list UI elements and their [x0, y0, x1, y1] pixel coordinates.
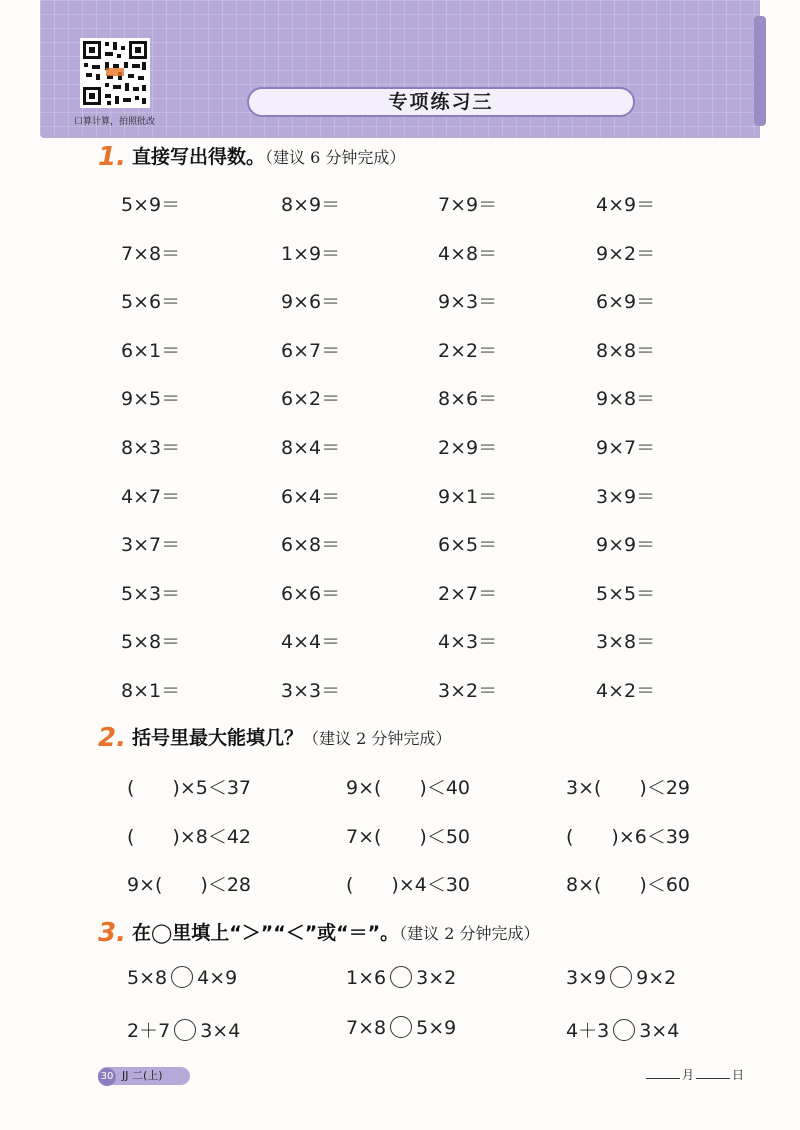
- day-label: 日: [732, 1068, 745, 1082]
- problem-cell[interactable]: 4×9＝: [596, 194, 656, 216]
- page-number: 30: [98, 1068, 116, 1086]
- problem-cell[interactable]: 6×9＝: [596, 291, 656, 313]
- compare-problem: [346, 966, 456, 989]
- section-1-heading: [98, 142, 405, 172]
- bracket-problem[interactable]: ( )×4＜30: [346, 874, 471, 896]
- page-title: 专项练习三: [247, 87, 635, 117]
- date-field: [644, 1066, 744, 1083]
- problem-cell[interactable]: 8×9＝: [281, 194, 341, 216]
- problem-cell[interactable]: 9×7＝: [596, 437, 656, 459]
- problem-cell[interactable]: 6×7＝: [281, 340, 341, 362]
- problem-cell[interactable]: 8×3＝: [121, 437, 181, 459]
- problem-cell[interactable]: 7×8＝: [121, 243, 181, 265]
- compare-circle[interactable]: [613, 1019, 635, 1041]
- qr-caption: 口算计算，拍照批改: [74, 117, 156, 127]
- problem-cell[interactable]: 6×5＝: [438, 534, 498, 556]
- problem-cell[interactable]: 9×3＝: [438, 291, 498, 313]
- section-1-note: （建议 6 分钟完成）: [264, 148, 406, 167]
- bracket-problem[interactable]: ( )×6＜39: [566, 826, 691, 848]
- compare-left: 5×8: [127, 967, 168, 989]
- section-2-heading: [98, 723, 451, 753]
- problem-cell[interactable]: 2×7＝: [438, 583, 498, 605]
- problem-cell[interactable]: 8×4＝: [281, 437, 341, 459]
- compare-right: 9×2: [636, 967, 677, 989]
- problem-cell[interactable]: 3×7＝: [121, 534, 181, 556]
- problem-cell[interactable]: 6×1＝: [121, 340, 181, 362]
- compare-problem: [127, 1016, 240, 1043]
- section-3-title: 在◯里填上“＞”“＜”或“＝”。: [131, 922, 400, 944]
- problem-cell[interactable]: 3×3＝: [281, 680, 341, 702]
- section-3-heading: [98, 918, 540, 948]
- bracket-problem[interactable]: 9×( )＜28: [127, 874, 252, 896]
- header-side-tab: [754, 16, 766, 126]
- problem-cell[interactable]: 6×6＝: [281, 583, 341, 605]
- problem-cell[interactable]: 6×2＝: [281, 388, 341, 410]
- problem-cell[interactable]: 2×9＝: [438, 437, 498, 459]
- compare-problem: [346, 1016, 456, 1039]
- problem-cell[interactable]: 5×6＝: [121, 291, 181, 313]
- day-blank[interactable]: [696, 1078, 730, 1079]
- section-2-title: 括号里最大能填几？: [131, 727, 303, 749]
- problem-cell[interactable]: 2×2＝: [438, 340, 498, 362]
- problem-cell[interactable]: 4×4＝: [281, 631, 341, 653]
- problem-cell[interactable]: 9×5＝: [121, 388, 181, 410]
- qr-code-icon[interactable]: [80, 38, 150, 108]
- problem-cell[interactable]: 4×3＝: [438, 631, 498, 653]
- problem-cell[interactable]: 5×8＝: [121, 631, 181, 653]
- compare-right: 3×2: [416, 967, 457, 989]
- compare-left: 1×6: [346, 967, 387, 989]
- section-2-number: 2.: [98, 723, 126, 753]
- section-3-note: （建议 2 分钟完成）: [399, 924, 540, 943]
- problem-cell[interactable]: 3×9＝: [596, 486, 656, 508]
- bracket-problem[interactable]: ( )×5＜37: [127, 777, 252, 799]
- problem-cell[interactable]: 7×9＝: [438, 194, 498, 216]
- problem-cell[interactable]: 1×9＝: [281, 243, 341, 265]
- compare-right: 4×9: [197, 967, 238, 989]
- problem-cell[interactable]: 8×6＝: [438, 388, 498, 410]
- compare-right: 3×4: [639, 1020, 680, 1042]
- problem-cell[interactable]: 6×8＝: [281, 534, 341, 556]
- edition-label: JJ 二(上): [122, 1069, 163, 1082]
- problem-cell[interactable]: 4×7＝: [121, 486, 181, 508]
- section-2-note: （建议 2 分钟完成）: [302, 729, 452, 748]
- problem-cell[interactable]: 5×5＝: [596, 583, 656, 605]
- compare-circle[interactable]: [174, 1019, 196, 1041]
- compare-left: 4＋3: [566, 1020, 610, 1042]
- month-label: 月: [682, 1068, 695, 1082]
- problem-cell[interactable]: 9×6＝: [281, 291, 341, 313]
- compare-left: 7×8: [346, 1017, 387, 1039]
- page-number-badge: [98, 1067, 190, 1085]
- compare-circle[interactable]: [390, 966, 412, 988]
- problem-cell[interactable]: 8×1＝: [121, 680, 181, 702]
- problem-cell[interactable]: 5×3＝: [121, 583, 181, 605]
- problem-cell[interactable]: 8×8＝: [596, 340, 656, 362]
- compare-left: 2＋7: [127, 1020, 171, 1042]
- problem-cell[interactable]: 3×2＝: [438, 680, 498, 702]
- problem-cell[interactable]: 6×4＝: [281, 486, 341, 508]
- compare-circle[interactable]: [171, 966, 193, 988]
- problem-cell[interactable]: 9×2＝: [596, 243, 656, 265]
- problem-cell[interactable]: 9×9＝: [596, 534, 656, 556]
- compare-problem: [566, 966, 676, 989]
- compare-problem: [566, 1016, 679, 1043]
- problem-cell[interactable]: 9×8＝: [596, 388, 656, 410]
- problem-cell[interactable]: 9×1＝: [438, 486, 498, 508]
- problem-cell[interactable]: 5×9＝: [121, 194, 181, 216]
- bracket-problem[interactable]: 8×( )＜60: [566, 874, 691, 896]
- bracket-problem[interactable]: ( )×8＜42: [127, 826, 252, 848]
- section-1-title: 直接写出得数。: [131, 146, 265, 168]
- problem-cell[interactable]: 4×2＝: [596, 680, 656, 702]
- compare-circle[interactable]: [610, 966, 632, 988]
- compare-right: 5×9: [416, 1017, 457, 1039]
- section-3-number: 3.: [98, 918, 126, 948]
- month-blank[interactable]: [646, 1078, 680, 1079]
- problem-cell[interactable]: 3×8＝: [596, 631, 656, 653]
- bracket-problem[interactable]: 9×( )＜40: [346, 777, 471, 799]
- bracket-problem[interactable]: 7×( )＜50: [346, 826, 471, 848]
- section-1-number: 1.: [98, 142, 126, 172]
- bracket-problem[interactable]: 3×( )＜29: [566, 777, 691, 799]
- compare-left: 3×9: [566, 967, 607, 989]
- problem-cell[interactable]: 4×8＝: [438, 243, 498, 265]
- compare-circle[interactable]: [390, 1016, 412, 1038]
- compare-right: 3×4: [200, 1020, 241, 1042]
- compare-problem: [127, 966, 237, 989]
